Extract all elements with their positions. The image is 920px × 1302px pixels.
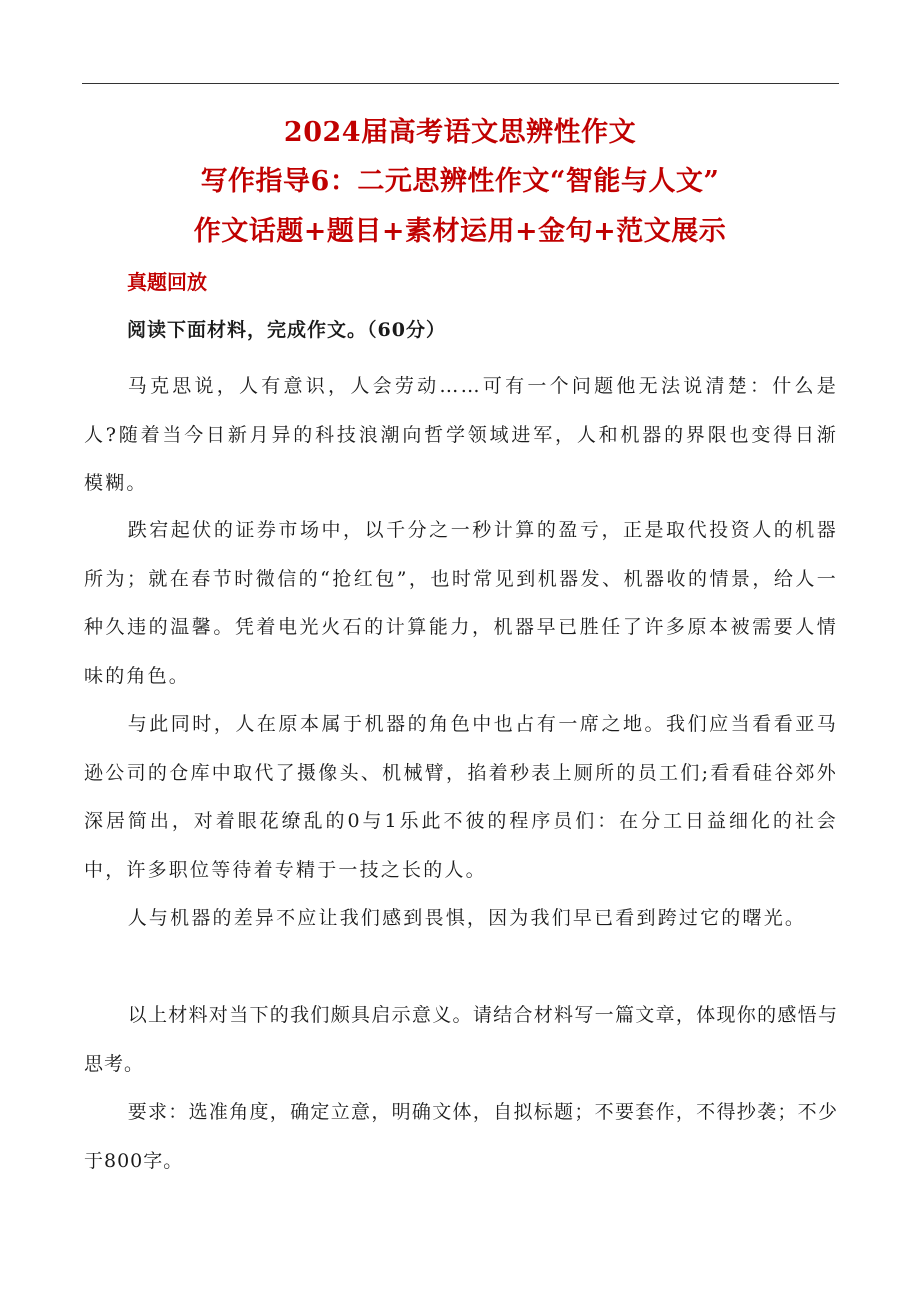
header-rule <box>82 83 839 84</box>
requirements-paragraph: 要求：选准角度，确定立意，明确文体，自拟标题；不要套作，不得抄袭；不少于800字。 <box>84 1101 838 1172</box>
document-subtitle: 写作指导6：二元思辨性作文“智能与人文” <box>200 166 720 197</box>
material-paragraph-4: 人与机器的差异不应让我们感到畏惧，因为我们早已看到跨过它的曙光。 <box>127 907 807 929</box>
material-paragraph-3: 与此同时，人在原本属于机器的角色中也占有一席之地。我们应当看看亚马逊公司的仓库中取代了摄像头、机械臂，掐着秒表上厕所的员工们;看看硅谷郊外深居简出，对着眼花缭乱的0与1乐此不彼的程序员们：在分工日益细化的社会中，许多职位等待着专精于一技之长的人。 <box>84 713 838 881</box>
document-title: 2024届高考语文思辨性作文 <box>283 117 637 148</box>
material-paragraph-2: 跌宕起伏的证券市场中，以千分之一秒计算的盈亏，正是取代投资人的机器所为；就在春节时微信的“抢红包”，也时常见到机器发、机器收的情景，给人一种久违的温馨。凭着电光火石的计算能力，机器早已胜任了许多原本被需要人情味的角色。 <box>84 519 838 687</box>
section-heading: 真题回放 <box>127 270 207 294</box>
instruction-paragraph: 以上材料对当下的我们颇具启示意义。请结合材料写一篇文章，体现你的感悟与思考。 <box>84 1004 838 1075</box>
essay-prompt: 阅读下面材料，完成作文。（60分） <box>127 319 446 341</box>
material-paragraph-1: 马克思说，人有意识，人会劳动……可有一个问题他无法说清楚：什么是人?随着当今日新月异的科技浪潮向哲学领域进军，人和机器的界限也变得日渐模糊。 <box>84 375 838 494</box>
document-topics: 作文话题+题目+素材运用+金句+范文展示 <box>193 216 727 247</box>
